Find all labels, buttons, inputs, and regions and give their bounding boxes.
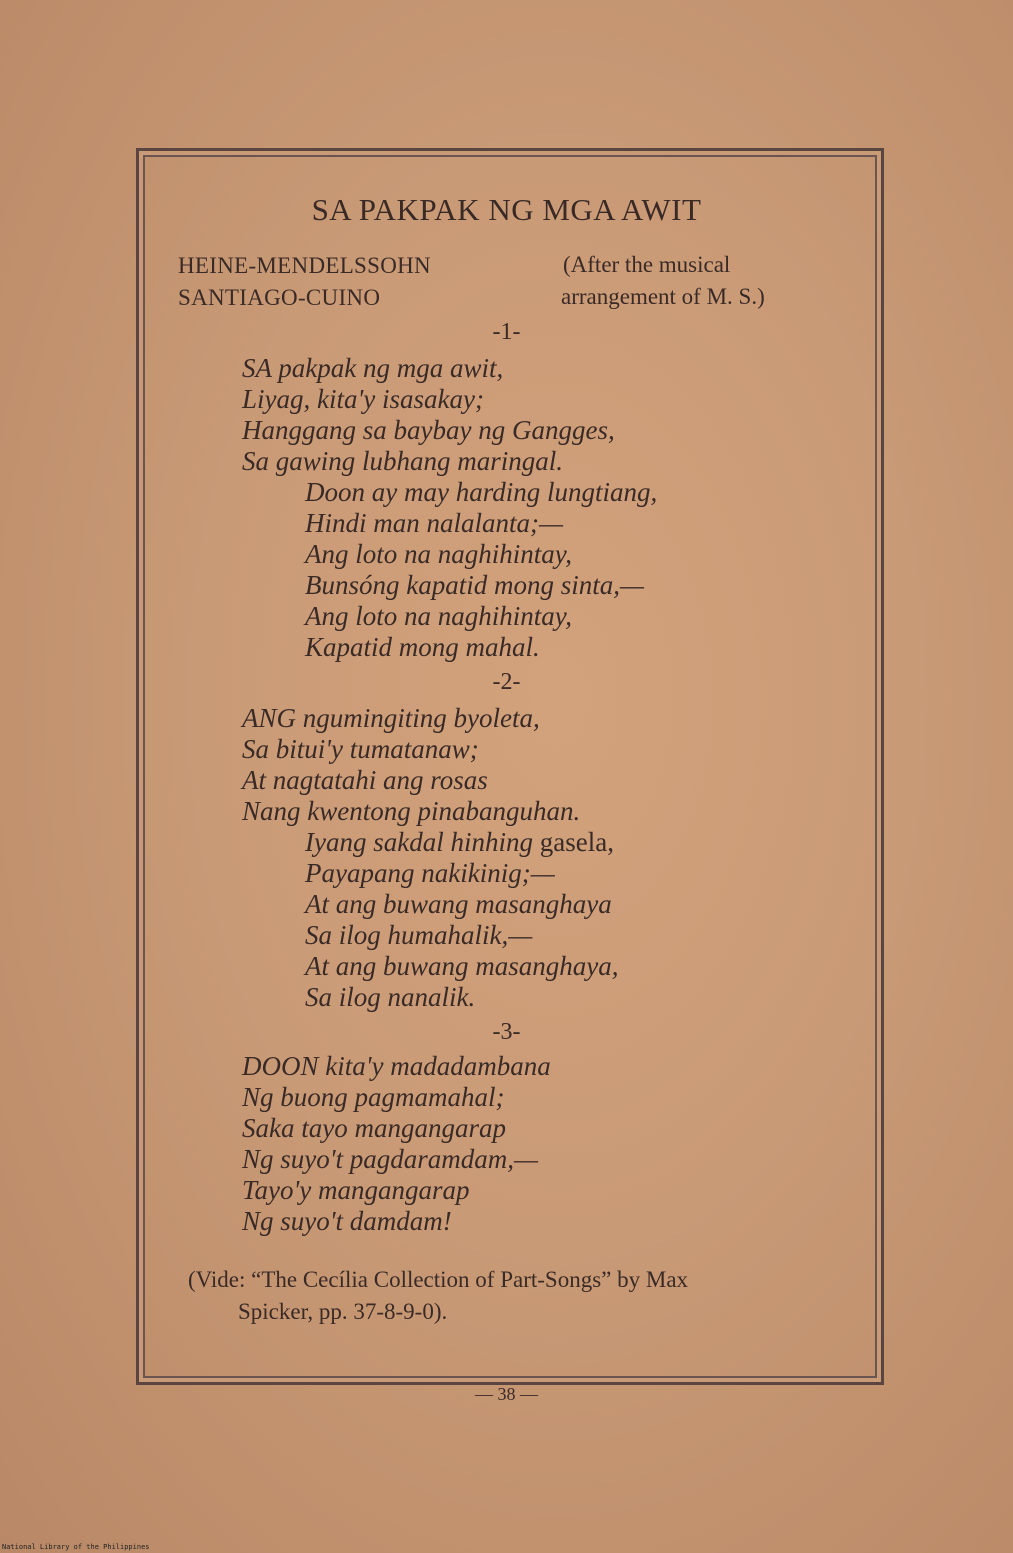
verse-line: At nagtatahi ang rosas <box>242 765 488 795</box>
verse-line: Bunsóng kapatid mong sinta,— <box>305 570 645 600</box>
verse-line: At ang buwang masanghaya, <box>305 951 619 981</box>
verse-number-1: -1- <box>492 319 521 345</box>
verse-line: SA pakpak ng mga awit, <box>242 353 504 383</box>
verse-line: Sa ilog humahalik,— <box>305 920 533 950</box>
verse-line <box>305 827 614 858</box>
verse-line: Hanggang sa baybay ng Gangges, <box>242 415 615 445</box>
verse-number-3: -3- <box>492 1019 521 1045</box>
vide-note-line-2: Spicker, pp. 37-8-9-0). <box>238 1299 448 1324</box>
verse-line-upright-word: gasela, <box>539 827 614 857</box>
song-title: SA PAKPAK NG MGA AWIT <box>311 192 702 227</box>
library-footer: National Library of the Philippines <box>2 1543 150 1551</box>
verse-line: Kapatid mong mahal. <box>305 632 540 662</box>
verse-number-2: -2- <box>492 669 521 695</box>
verse-line: Ng suyo't damdam! <box>242 1206 452 1236</box>
verse-line: Saka tayo mangangarap <box>242 1113 506 1143</box>
verse-line: At ang buwang masanghaya <box>305 889 612 919</box>
verse-line: Payapang nakikinig;— <box>305 858 555 888</box>
verse-line: Ang loto na naghihintay, <box>305 601 572 631</box>
verse-line: Tayo'y mangangarap <box>242 1175 470 1205</box>
arrangement-note-line-2: arrangement of M. S.) <box>561 284 765 309</box>
composer-line-1: HEINE-MENDELSSOHN <box>178 253 431 278</box>
composer-line-2: SANTIAGO-CUINO <box>178 285 381 310</box>
page-number: — 38 — <box>475 1384 538 1404</box>
verse-line: Ang loto na naghihintay, <box>305 539 572 569</box>
verse-line: Sa ilog nanalik. <box>305 982 476 1012</box>
verse-line: Liyag, kita'y isasakay; <box>242 384 484 414</box>
verse-line: Doon ay may harding lungtiang, <box>305 477 658 507</box>
verse-line: DOON kita'y madadambana <box>242 1051 551 1081</box>
verse-line: Hindi man nalalanta;— <box>305 508 564 538</box>
verse-line: Ng buong pagmamahal; <box>242 1082 505 1112</box>
verse-line: Sa bitui'y tumatanaw; <box>242 734 479 764</box>
vide-note-line-1: (Vide: “The Cecília Collection of Part-Songs” by Max <box>188 1267 689 1292</box>
verse-line: ANG ngumingiting byoleta, <box>242 703 540 733</box>
verse-line: Sa gawing lubhang maringal. <box>242 446 564 476</box>
verse-line: Nang kwentong pinabanguhan. <box>242 796 581 826</box>
arrangement-note-line-1: (After the musical <box>563 252 731 277</box>
verse-line-italic: Iyang sakdal hinhing <box>305 827 533 857</box>
verse-line: Ng suyo't pagdaramdam,— <box>242 1144 539 1174</box>
